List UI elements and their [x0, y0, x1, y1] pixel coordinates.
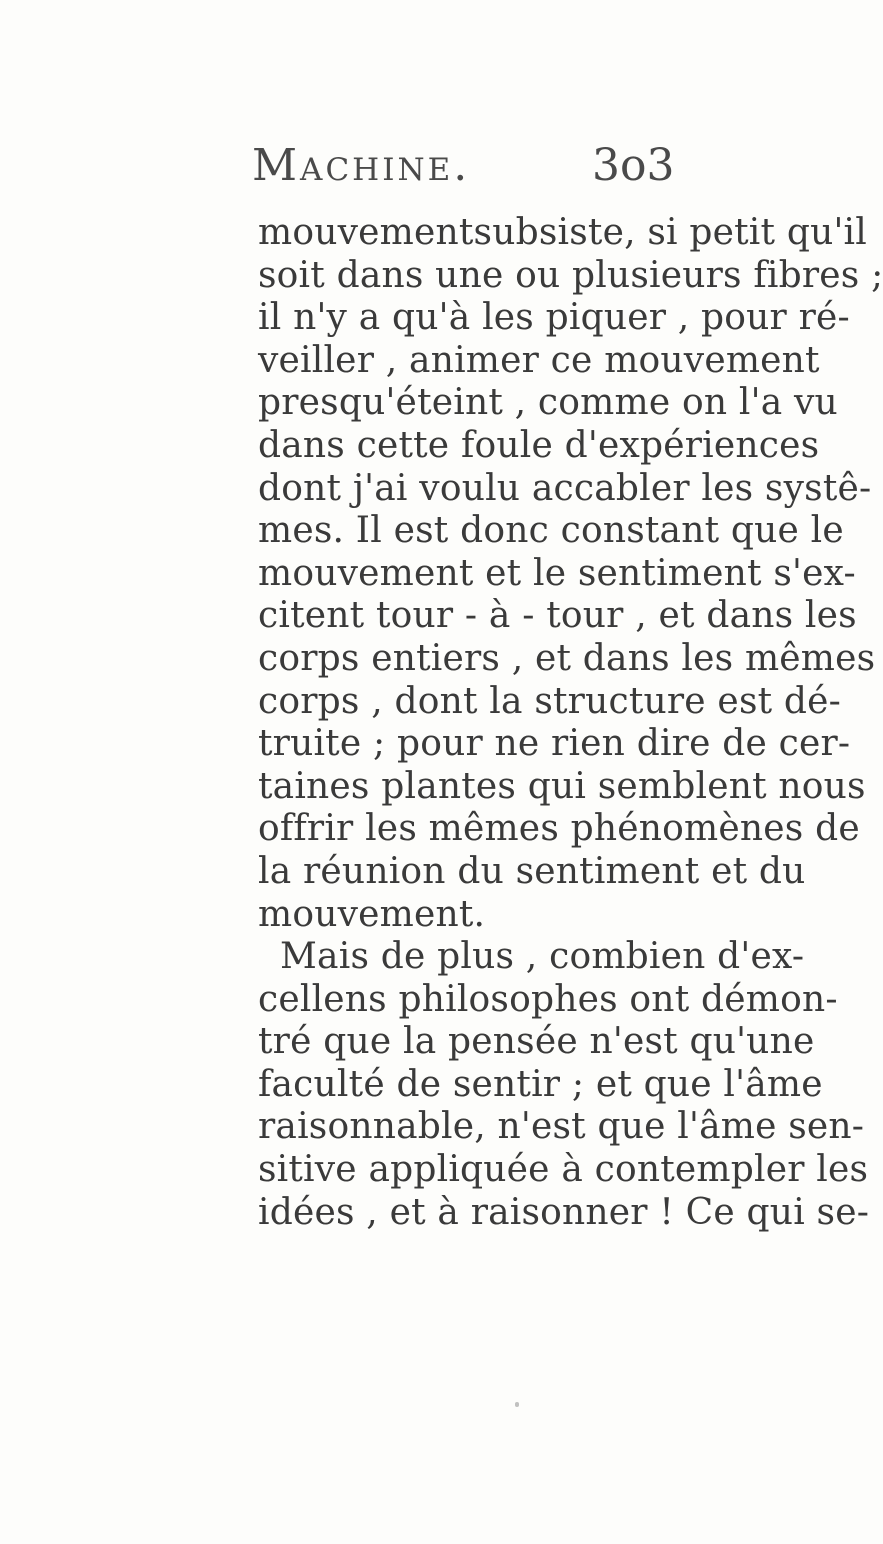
text-line: citent tour - à - tour , et dans les — [258, 595, 857, 637]
text-line: mouvement. — [258, 893, 486, 935]
running-head — [0, 140, 800, 210]
text-line: presqu'éteint , comme on l'a vu — [258, 382, 838, 424]
text-line: cellens philosophes ont démon- — [258, 978, 838, 1020]
paragraph-start-line: Mais de plus , combien d'ex- — [280, 936, 805, 978]
text-line: raisonnable, n'est que l'âme sen- — [258, 1106, 865, 1148]
text-line: taines plantes qui semblent nous — [258, 765, 866, 807]
text-line: mes. Il est donc constant que le — [258, 510, 844, 552]
text-line: dans cette foule d'expériences — [258, 424, 820, 466]
text-line: mouvement et le sentiment s'ex- — [258, 552, 856, 594]
text-line: corps , dont la structure est dé- — [258, 680, 842, 722]
text-line: il n'y a qu'à les piquer , pour ré- — [258, 297, 850, 339]
text-line: la réunion du sentiment et du — [258, 850, 806, 892]
text-line: dont j'ai voulu accabler les systê- — [258, 467, 872, 509]
body-text — [258, 212, 883, 1234]
paper-speck — [515, 1402, 519, 1407]
text-line: idées , et à raisonner ! Ce qui se- — [258, 1191, 870, 1233]
text-line: corps entiers , et dans les mêmes — [258, 637, 876, 679]
page-number: 3o3 — [592, 140, 675, 191]
text-line: truite ; pour ne rien dire de cer- — [258, 723, 851, 765]
text-line: veiller , animer ce mouvement — [258, 339, 820, 381]
text-line: offrir les mêmes phénomènes de — [258, 808, 860, 850]
text-line: sitive appliquée à contempler les — [258, 1149, 869, 1191]
text-line: tré que la pensée n'est qu'une — [258, 1021, 815, 1063]
running-head-title: Machine. — [252, 140, 471, 191]
text-line: mouvementsubsiste, si petit qu'il — [258, 212, 867, 253]
text-line: soit dans une ou plusieurs fibres ; — [258, 254, 883, 296]
text-line: faculté de sentir ; et que l'âme — [258, 1063, 823, 1105]
